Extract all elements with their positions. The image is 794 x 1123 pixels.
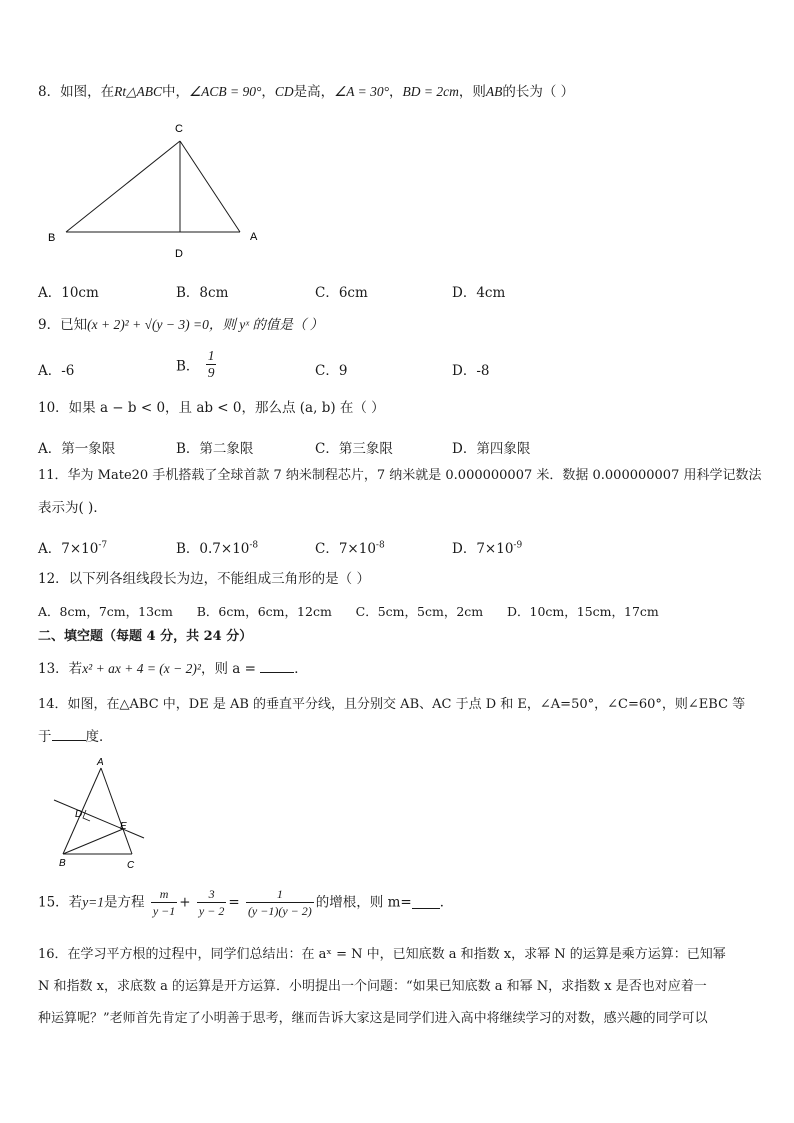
q8-option-c[interactable]: C．6cm [315,285,368,301]
q16-line1: 16．在学习平方根的过程中，同学们总结出：在 aˣ = N 中，已知底数 a 和指数 x，求幂 N 的运算是乘方运算：已知幂 [38,947,726,962]
q13-stem: 13．若x² + ax + 4 = (x − 2)²，则 a = ． [38,661,308,677]
q14-stem-line1: 14．如图，在△ABC 中，DE 是 AB 的垂直平分线，且分别交 AB、AC 于点 D 和 E，∠A=50°，∠C=60°，则∠EBC 等 [38,697,746,712]
q14-answer-blank[interactable] [52,728,86,741]
q9-option-d[interactable]: D．-8 [452,363,490,379]
q14-label-e: E [120,821,127,832]
q16-line3: 种运算呢？”老师首先肯定了小明善于思考，继而告诉大家这是同学们进入高中将继续学习的对数，感兴趣的同学可以 [38,1011,708,1026]
q8-stem: 8．如图，在Rt△ABC中，∠ACB = 90°，CD是高，∠A = 30°，BD = 2cm，则AB的长为（ ） [38,84,575,100]
q12-stem: 12．以下列各组线段长为边，不能组成三角形的是（ ） [38,571,370,587]
q14-label-a: A [97,757,104,768]
q8-option-d[interactable]: D．4cm [452,285,506,301]
q10-stem: 10．如果 a − b < 0，且 ab < 0，那么点 (a, b) 在（ ） [38,400,385,416]
q14-label-c: C [127,860,135,871]
q11-option-d[interactable]: D．$7\times 10^{-9}$ [452,540,523,557]
q11-option-b[interactable]: B．$0.7\times 10^{-8}$ [176,540,259,557]
q9-option-a[interactable]: A．-6 [38,363,75,379]
q10-option-d[interactable]: D．第四象限 [452,441,531,457]
q11-stem-line2: 表示为( )． [38,500,107,516]
q9-option-b[interactable]: B． $\frac{1}{9}$ [176,348,215,380]
q11-option-c[interactable]: C．$7\times 10^{-8}$ [315,540,385,557]
q12-options[interactable]: A．8cm，7cm，13cm B．6cm，6cm，12cm C．5cm，5cm，2cm D．10cm，15cm，17cm [38,604,659,619]
q8-triangle-figure [40,115,270,265]
q9-option-c[interactable]: C．9 [315,363,348,379]
q8-option-b[interactable]: B．8cm [176,285,229,301]
q14-label-b: B [59,858,66,869]
q8-label-c: C [175,123,183,135]
q16-line2: N 和指数 x，求底数 a 的运算是开方运算．小明提出一个问题：“如果已知底数 a 和幂 N，求指数 x 是否也对应着一 [38,979,707,994]
q11-stem-line1: 11．华为 Mate20 手机搭载了全球首款 7 纳米制程芯片，7 纳米就是 0.000000007 米．数据 0.000000007 用科学记数法 [38,468,762,483]
q11-option-a[interactable]: A．$7\times 10^{-7}$ [38,540,108,557]
q15-stem: 15．若y=1是方程 $\frac{m}{y -1}$ + $\frac{3}{y - 2}$ = $\frac{1}{(y -1)(y - 2)}$ 的增根，则 m= ． [38,887,454,918]
q9-stem: 9．已知(x + 2)² + √(y − 3) =0，则 yˣ 的值是（ ） [38,317,324,333]
q14-stem-line2: 于 度． [38,729,113,745]
q14-triangle-figure [50,752,160,874]
q14-label-d: D [75,809,83,820]
q8-option-a[interactable]: A．10cm [38,285,99,301]
q8-label-b: B [48,232,56,244]
q8-label-d: D [175,248,183,260]
section-fill-in-heading: 二、填空题（每题 4 分，共 24 分） [38,629,253,644]
q15-answer-blank[interactable] [412,896,440,909]
q10-option-a[interactable]: A．第一象限 [38,441,116,457]
q13-answer-blank[interactable] [260,660,294,673]
q10-option-b[interactable]: B．第二象限 [176,441,254,457]
q10-option-c[interactable]: C．第三象限 [315,441,393,457]
q8-label-a: A [250,231,258,243]
